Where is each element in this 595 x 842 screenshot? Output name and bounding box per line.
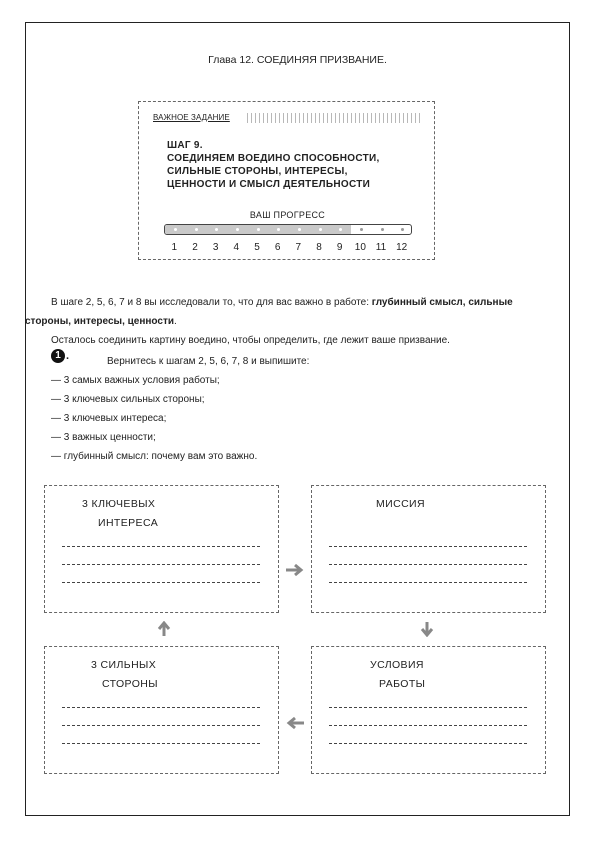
mission-box-title xyxy=(376,495,425,514)
box-title-line: ИНТЕРЕСА xyxy=(98,517,159,529)
progress-step-number: 8 xyxy=(316,242,322,253)
progress-step-number: 5 xyxy=(254,242,260,253)
progress-step-number: 11 xyxy=(375,242,387,253)
intro-line-3: Осталось соединить картину воедино, чтобы определить, где лежит ваше призвание. xyxy=(51,335,450,346)
write-line xyxy=(329,725,527,726)
step-number-dot: . xyxy=(66,350,70,362)
intro-end: . xyxy=(174,316,177,327)
progress-step-number: 4 xyxy=(233,242,240,253)
write-line xyxy=(62,546,260,547)
progress-dot xyxy=(174,228,177,231)
box-title-line: 3 СИЛЬНЫХ xyxy=(91,659,157,671)
strengths-box-title xyxy=(91,656,158,694)
task-tick-pattern xyxy=(247,113,421,123)
box-title-line: УСЛОВИЯ xyxy=(370,659,424,671)
progress-dot xyxy=(319,228,322,231)
progress-step-number: 2 xyxy=(192,242,198,253)
progress-dot xyxy=(236,228,239,231)
interests-box xyxy=(44,485,279,613)
list-item: — 3 ключевых сильных стороны; xyxy=(51,394,205,405)
step-title-line: ЦЕННОСТИ И СМЫСЛ ДЕЯТЕЛЬНОСТИ xyxy=(167,179,371,190)
progress-step-number: 3 xyxy=(212,242,219,253)
step-title-line: СОЕДИНЯЕМ ВОЕДИНО СПОСОБНОСТИ, xyxy=(167,153,380,164)
write-line xyxy=(329,546,527,547)
progress-step-number: 7 xyxy=(295,242,302,253)
list-item: — 3 самых важных условия работы; xyxy=(51,375,220,386)
write-line xyxy=(62,707,260,708)
progress-step-number: 6 xyxy=(274,242,281,253)
step-number-badge: 1 xyxy=(51,349,65,363)
down-arrow-icon xyxy=(420,621,434,637)
step-title xyxy=(167,139,380,191)
progress-dot xyxy=(195,228,198,231)
write-line xyxy=(62,743,260,744)
left-arrow-icon xyxy=(285,716,305,730)
instruction-text: Вернитесь к шагам 2, 5, 6, 7, 8 и выпишите: xyxy=(107,356,310,367)
step-title-line: СИЛЬНЫЕ СТОРОНЫ, ИНТЕРЕСЫ, xyxy=(167,166,348,177)
write-line xyxy=(329,743,527,744)
progress-dot xyxy=(298,228,301,231)
intro-bold: стороны, интересы, ценности xyxy=(25,316,175,327)
progress-step-number: 1 xyxy=(171,242,178,253)
intro-line-2 xyxy=(25,315,177,329)
progress-step-number: 9 xyxy=(336,242,343,253)
write-line xyxy=(62,582,260,583)
write-line xyxy=(329,564,527,565)
box-title-line: МИССИЯ xyxy=(376,498,425,510)
chapter-title: Глава 12. СОЕДИНЯЯ ПРИЗВАНИЕ. xyxy=(208,54,387,66)
intro-bold: глубинный смысл, сильные xyxy=(371,297,513,308)
box-title-line: 3 КЛЮЧЕВЫХ xyxy=(82,498,156,510)
progress-dot xyxy=(257,228,260,231)
write-line xyxy=(329,707,527,708)
task-label: ВАЖНОЕ ЗАДАНИЕ xyxy=(153,113,230,122)
conditions-box xyxy=(311,646,546,774)
strengths-box xyxy=(44,646,279,774)
progress-dot xyxy=(360,228,363,231)
step-title-line: ШАГ 9. xyxy=(167,140,203,151)
progress-caption: ВАШ ПРОГРЕСС xyxy=(249,210,326,220)
list-item: — глубинный смысл: почему вам это важно. xyxy=(51,451,258,462)
box-title-line: СТОРОНЫ xyxy=(102,678,158,690)
important-task-box xyxy=(138,101,435,260)
write-line xyxy=(62,564,260,565)
right-arrow-icon xyxy=(285,563,305,577)
progress-dot xyxy=(401,228,404,231)
intro-text: В шаге 2, 5, 6, 7 и 8 вы исследовали то, что для вас важно в работе: xyxy=(51,297,372,308)
progress-step-number: 10 xyxy=(354,242,366,253)
progress-step-number: 12 xyxy=(396,242,408,253)
conditions-box-title xyxy=(370,656,425,694)
write-line xyxy=(329,582,527,583)
interests-box-title xyxy=(82,495,158,533)
mission-box xyxy=(311,485,546,613)
intro-line-1 xyxy=(51,296,513,310)
box-title-line: РАБОТЫ xyxy=(379,678,426,690)
up-arrow-icon xyxy=(157,621,171,637)
write-line xyxy=(62,725,260,726)
list-item: — 3 важных ценности; xyxy=(51,432,156,443)
list-item: — 3 ключевых интереса; xyxy=(51,413,167,424)
progress-bar xyxy=(164,224,412,235)
progress-dot xyxy=(381,228,384,231)
